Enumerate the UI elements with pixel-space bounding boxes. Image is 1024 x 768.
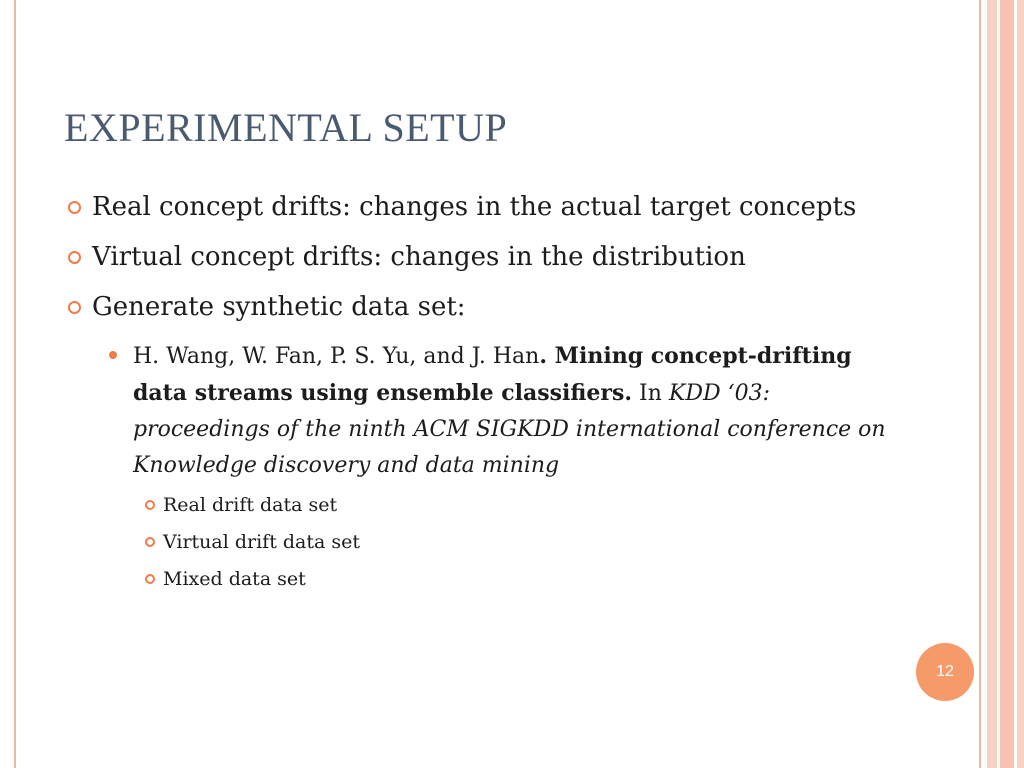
ring-bullet-icon [145,500,155,510]
bullet-text: Real concept drifts: changes in the actual target concepts [92,192,857,222]
slide-title: EXPERIMENTAL SETUP [64,105,508,150]
ring-bullet-icon [68,201,81,214]
bullet-text: Virtual concept drifts: changes in the distribution [92,242,746,272]
ring-bullet-icon [68,251,81,264]
reference-authors: H. Wang, W. Fan, P. S. Yu, and J. Han [133,344,540,369]
reference-venue: KDD ‘03: proceedings of the ninth ACM SIGKDD international conference on Knowledge discovery and data mining [133,381,886,478]
frame-line-right [979,0,981,768]
bullet-item [64,288,894,327]
bullet-text: Generate synthetic data set: [92,292,466,322]
reference-title: . Mining concept-drifting data streams using ensemble classifiers. [133,343,852,406]
page-number-badge: 12 [916,643,974,701]
sub-item [143,490,894,520]
reference-in: In [632,381,669,406]
frame-line-left [14,0,16,768]
reference-item [106,338,893,484]
slide-content [64,188,894,601]
frame-band-right [987,0,997,768]
ring-bullet-icon [68,301,81,314]
frame-band-right [1000,0,1014,768]
sub-item [143,527,894,557]
sub-item-text: Mixed data set [163,568,306,590]
frame-band-right [1017,0,1024,768]
bullet-item [64,188,894,227]
bullet-item [64,238,894,277]
sub-item-text: Virtual drift data set [163,531,361,553]
ring-bullet-icon [145,574,155,584]
dot-bullet-icon [109,351,117,359]
sub-item-text: Real drift data set [163,494,338,516]
sub-item [143,564,894,594]
ring-bullet-icon [145,537,155,547]
